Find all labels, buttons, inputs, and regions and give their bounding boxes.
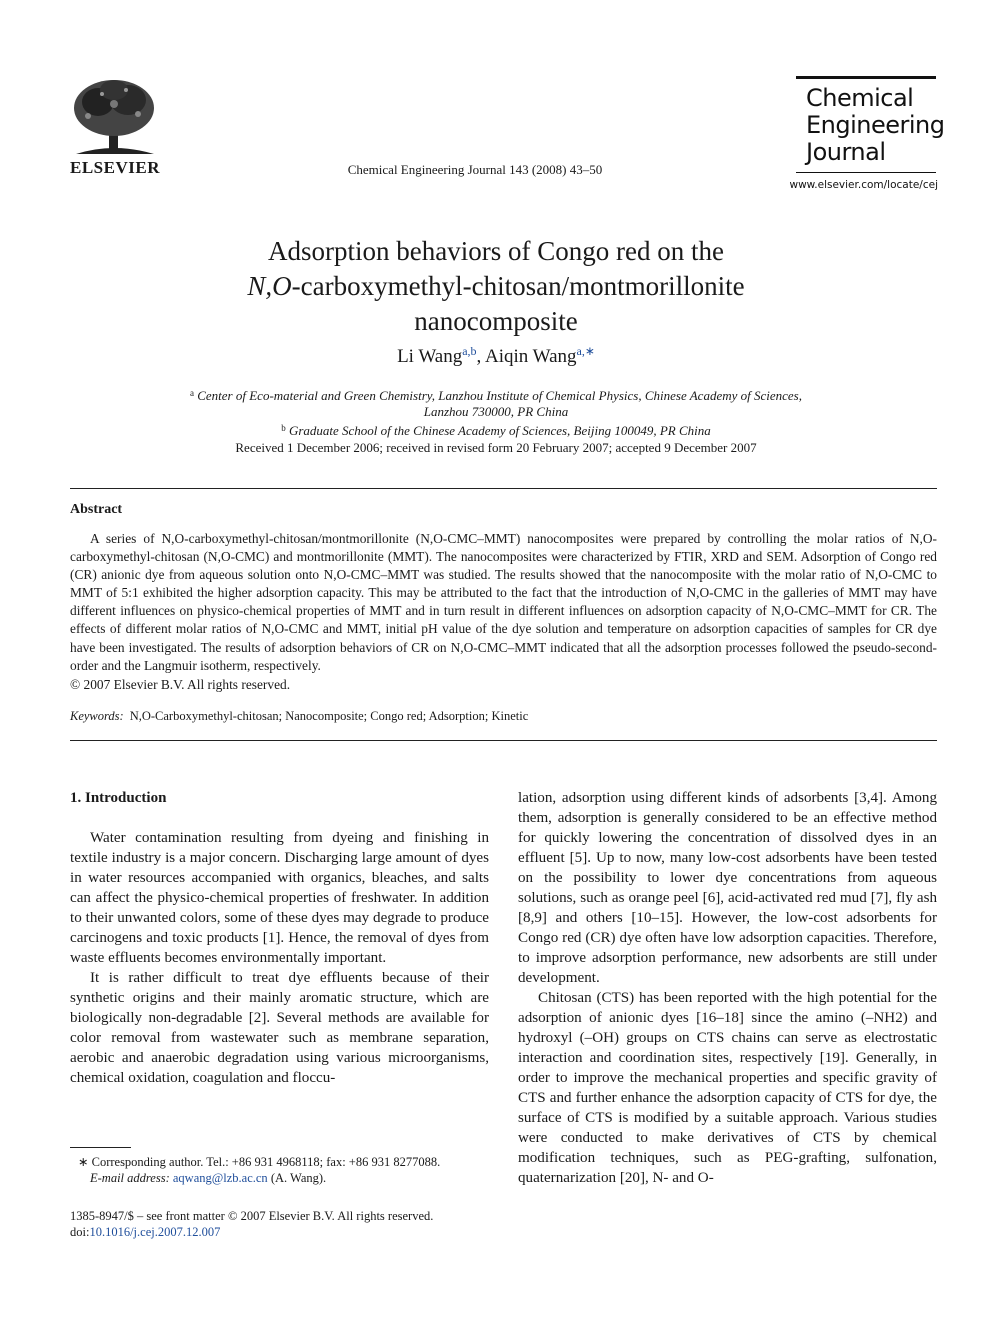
affiliation-text: Graduate School of the Chinese Academy of Sciences, Beijing 100049, PR China	[288, 423, 711, 438]
journal-logo-bottom-rule	[796, 172, 936, 173]
author-affiliation-mark[interactable]: a,∗	[576, 344, 595, 358]
corresponding-author-note	[70, 1154, 490, 1170]
title-line-2: -carboxymethyl-chitosan/montmorillonite	[291, 271, 745, 301]
article-title	[120, 234, 872, 339]
affiliation-b	[120, 420, 872, 439]
doi-line	[70, 1224, 490, 1240]
affiliations	[120, 385, 872, 439]
journal-logo-line-3: Journal	[806, 138, 886, 166]
keywords-values: N,O-Carboxymethyl-chitosan; Nanocomposite; Congo red; Adsorption; Kinetic	[129, 709, 529, 723]
affiliation-a	[120, 385, 872, 404]
affiliation-a-line-2: Lanzhou 730000, PR China	[423, 404, 569, 419]
abstract-heading: Abstract	[70, 502, 123, 517]
abstract-text: A series of N,O-carboxymethyl-chitosan/montmorillonite (N,O-CMC–MMT) nanocomposites were prepared by controlling the molar ratios of N,O-carboxymethyl-chitosan (N,O-CMC) and montmorillonite (MMT). The nanocomposites were characterized by FTIR, XRD and SEM. Adsorption of Congo red (CR) anionic dye from aqueous solution onto N,O-CMC–MMT was studied. The results showed that the nanocomposite with the molar ratio of N,O-CMC to MMT of 5:1 exhibited the higher adsorption capacity. This may be attributed to the fact that the introduction of N,O-CMC in the galleries of MMT may have different influences on physico-chemical properties of MMT and in turn result in different influences on adsorption capacity of N,O-CMC–MMT for CR. The effects of different molar ratios of N,O-CMC and MMT, initial pH value of the dye solution and temperature on adsorption capacities of samples for CR dye have been investigated. The results of adsorption behaviors of CR on N,O-CMC–MMT indicated that all the adsorption processes followed the pseudo-second-order and the Langmuir isotherm, respectively.	[70, 531, 937, 673]
footnote-rule	[70, 1147, 131, 1148]
paragraph: lation, adsorption using different kinds of adsorbents [3,4]. Among them, adsorption is generally considered to be an effective method for quickly lowering the concentration of dissolved dyes in an effluent [5]. Up to now, many low-cost adsorbents have been tested on the possibility to lower dye concentrations from aqueous solutions, such as orange peel [6], acid-activated red mud [7], fly ash [8,9] and others [10–15]. However, the low-cost adsorbents for Congo red (CR) dye often have low adsorption capacities. Therefore, to improve adsorption performance, new adsorbents are still under development.	[518, 790, 937, 986]
affiliation-mark: b	[281, 423, 286, 433]
author-list	[120, 344, 872, 368]
publisher-name: ELSEVIER	[70, 158, 160, 177]
doi-label: doi:	[70, 1225, 90, 1239]
author-separator: ,	[476, 346, 485, 367]
author-name: Li Wang	[397, 346, 463, 367]
issn-block	[70, 1208, 490, 1240]
abstract-copyright: © 2007 Elsevier B.V. All rights reserved.	[70, 677, 291, 692]
paragraph: Chitosan (CTS) has been reported with the high potential for the adsorption of anionic dyes [16–18] since the amino (–NH2) and hydroxyl (–OH) groups on CTS chains can serve as electrostatic interaction and coordination sites, respectively [19]. Generally, in order to improve the mechanical properties and specific gravity of CTS and further enhance the adsorption capacity of CTS for dye, the surface of CTS is modified by a suitable approach. Various studies were conducted to make derivatives of CTS by chemical modification techniques, such as PEG-grafting, sulfonation, quaternarization [20], N- and O-	[518, 990, 937, 1186]
divider	[70, 740, 937, 741]
journal-logo-line-2: Engineering	[806, 111, 945, 139]
email-link[interactable]: aqwang@lzb.ac.cn	[172, 1171, 268, 1185]
email-label: E-mail address:	[90, 1171, 170, 1185]
author-name: Aiqin Wang	[485, 346, 577, 367]
divider	[70, 488, 937, 489]
title-line-3: nanocomposite	[414, 306, 578, 336]
affiliation-mark: a	[189, 388, 194, 398]
footnote-mark: ∗	[78, 1155, 89, 1169]
journal-logo-text	[796, 79, 945, 166]
author-affiliation-mark[interactable]: a,b	[462, 344, 477, 358]
journal-logo-line-1: Chemical	[806, 84, 914, 112]
title-line-2-italic: N,O	[247, 271, 292, 301]
keywords	[70, 709, 528, 724]
issn-text: 1385-8947/$ – see front matter © 2007 Elsevier B.V. All rights reserved.	[70, 1209, 434, 1223]
paragraph: Water contamination resulting from dyeing and finishing in textile industry is a major concern. Discharging large amount of dyes in water resources accompanied with organics, bleaches, and salts can affect the physico-chemical properties of freshwater. In addition to their unwanted colors, some of these dyes may degrade to produce carcinogens and toxic products [1]. Hence, the removal of dyes from waste effluents becomes environmentally important.	[70, 830, 489, 966]
journal-url[interactable]: www.elsevier.com/locate/cej	[789, 179, 938, 191]
corresponding-author-text: Corresponding author. Tel.: +86 931 4968118; fax: +86 931 8277088.	[91, 1155, 441, 1169]
journal-logo	[796, 76, 945, 173]
journal-citation: Chemical Engineering Journal 143 (2008) 43–50	[347, 162, 603, 177]
email-note	[70, 1170, 490, 1186]
affiliation-text: Center of Eco-material and Green Chemistry, Lanzhou Institute of Chemical Physics, Chinese Academy of Sciences,	[197, 388, 802, 403]
paragraph: It is rather difficult to treat dye effluents because of their synthetic origins and their mainly aromatic structure, which are biologically non-degradable [2]. Several methods are available for color removal from wastewater such as membrane separation, aerobic and anaerobic degradation using various microorganisms, chemical oxidation, coagulation and floccu-	[70, 970, 489, 1086]
left-column	[70, 788, 489, 1088]
article-history: Received 1 December 2006; received in revised form 20 February 2007; accepted 9 December 2007	[235, 440, 757, 455]
right-column	[518, 788, 937, 1188]
email-suffix: (A. Wang).	[270, 1171, 327, 1185]
title-line-1: Adsorption behaviors of Congo red on the	[268, 236, 724, 266]
footnotes	[70, 1154, 490, 1186]
section-heading: 1. Introduction	[70, 790, 167, 806]
doi-link[interactable]: 10.1016/j.cej.2007.12.007	[89, 1225, 221, 1239]
keywords-label: Keywords:	[70, 709, 124, 723]
